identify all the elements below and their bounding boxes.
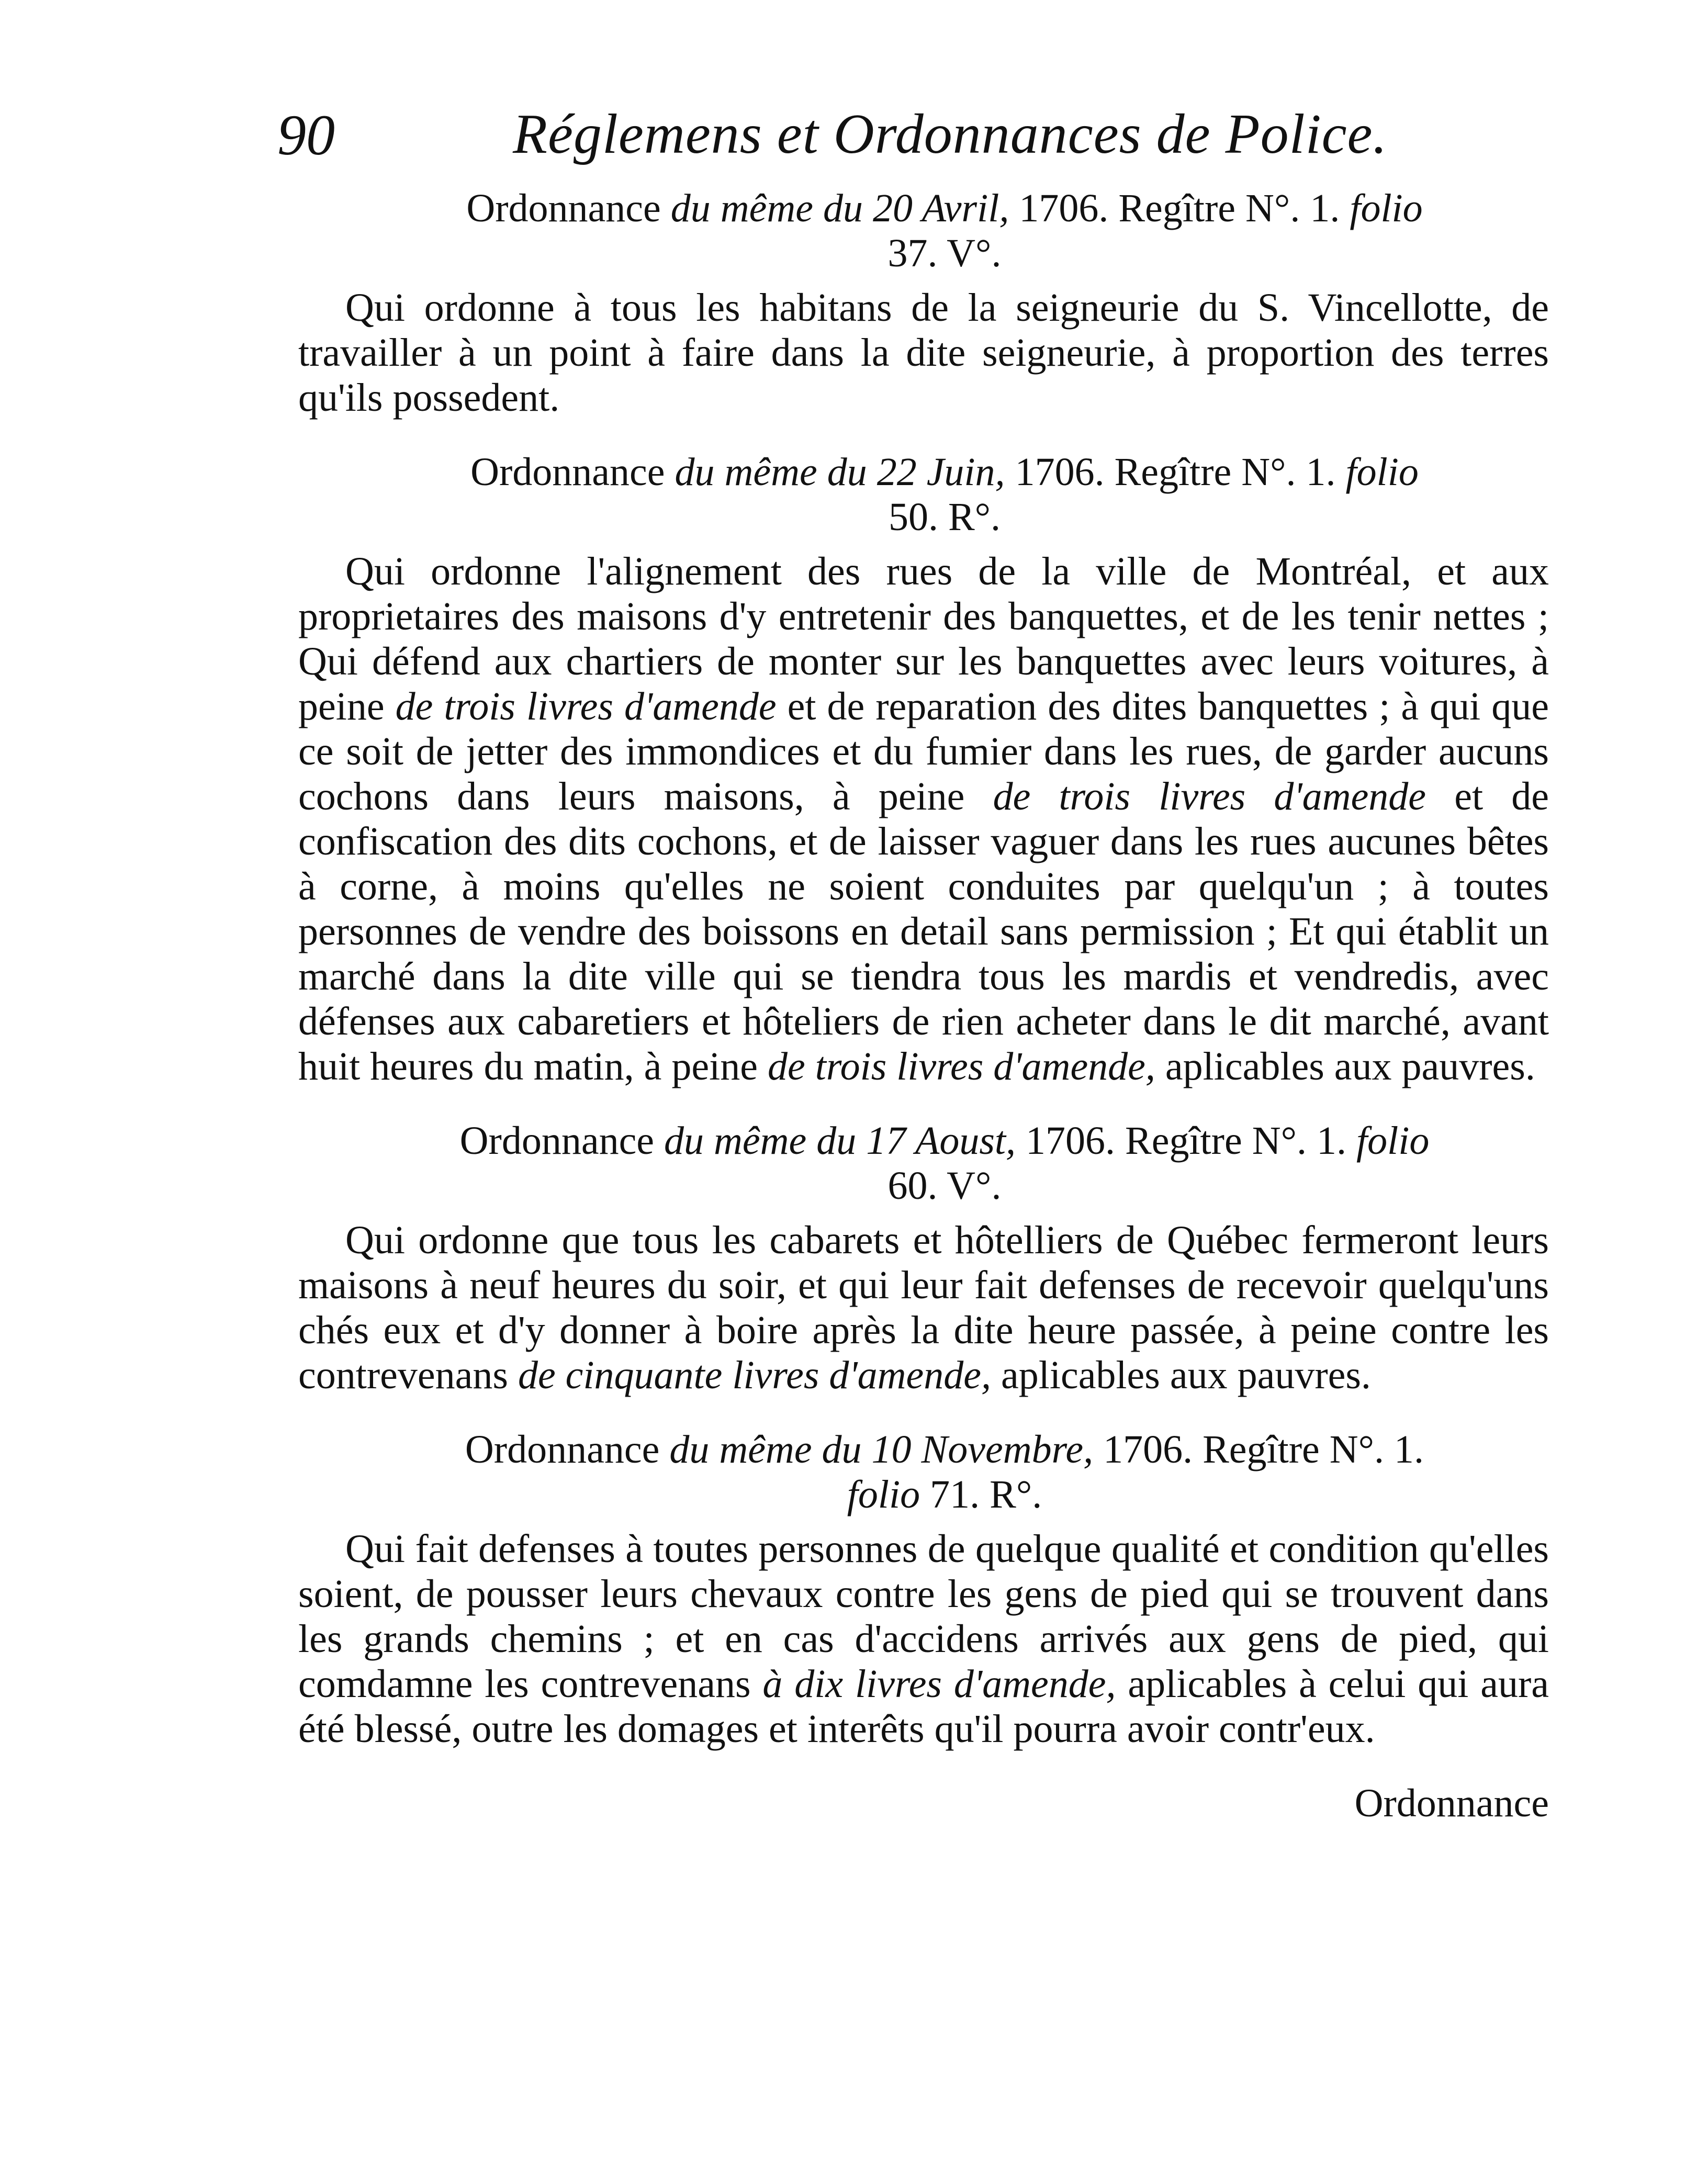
document-page: [277, 92, 1549, 1826]
running-title: Réglemens et Ordonnances de Police.: [513, 103, 1388, 165]
ordinance-heading: Ordonnance du même du 17 Aoust, 1706. Regître N°. 1. folio 60. V°.: [459, 1119, 1430, 1208]
ordinance-entry: [298, 1427, 1549, 1751]
ordinance-heading: Ordonnance du même du 10 Novembre, 1706. Regître N°. 1. folio 71. R°.: [465, 1428, 1424, 1516]
ordinance-heading: Ordonnance du même du 20 Avril, 1706. Regître N°. 1. folio 37. V°.: [466, 186, 1423, 275]
ordinance-summary: Qui ordonne que tous les cabarets et hôtelliers de Québec fermeront leurs maisons à neuf heures du soir, et qui leur fait defenses de recevoir quelqu'uns chés eux et d'y donner à boire après la dite heure passée, à peine contre les contrevenans de cinquante livres d'amende, aplicables aux pauvres.: [298, 1218, 1549, 1397]
catchword: Ordonnance: [1354, 1781, 1549, 1825]
ordinance-summary: Qui fait defenses à toutes personnes de quelque qualité et condition qu'elles soient, de pousser leurs chevaux contre les gens de pied qui se trouvent dans les grands chemins ; et en cas d'accidens arrivés aux gens de pied, qui comdamne les contrevenans à dix livres d'amende, aplicables à celui qui aura été blessé, outre les domages et interêts qu'il pourra avoir contr'eux.: [298, 1527, 1549, 1751]
ordinance-entry: [298, 1118, 1549, 1398]
ordinance-summary: Qui ordonne à tous les habitans de la seigneurie du S. Vincellotte, de travailler à un point à faire dans la dite seigneurie, à proportion des terres qu'ils possedent.: [298, 286, 1549, 420]
ordinance-entry: [298, 450, 1549, 1089]
ordinance-entry: [298, 186, 1549, 420]
page-number: 90: [277, 103, 335, 167]
page-header: [277, 92, 1549, 186]
ordinance-summary: Qui ordonne l'alignement des rues de la ville de Montréal, et aux proprietaires des maisons d'y entretenir des banquettes, et de les tenir nettes ; Qui défend aux chartiers de monter sur les banquettes avec leurs voitures, à peine de trois livres d'amende et de reparation des dites banquettes ; à qui que ce soit de jetter des immondices et du fumier dans les rues, de garder aucuns cochons dans leurs maisons, à peine de trois livres d'amende et de confiscation des dits cochons, et de laisser vaguer dans les rues aucunes bêtes à corne, à moins qu'elles ne soient conduites par quelqu'un ; à toutes personnes de vendre des boissons en detail sans permission ; Et qui établit un marché dans la dite ville qui se tiendra tous les mardis et vendredis, avec défenses aux cabaretiers et hôteliers de rien acheter dans le dit marché, avant huit heures du matin, à peine de trois livres d'amende, aplicables aux pauvres.: [298, 549, 1549, 1088]
ordinance-heading: Ordonnance du même du 22 Juin, 1706. Regître N°. 1. folio 50. R°.: [470, 450, 1419, 539]
